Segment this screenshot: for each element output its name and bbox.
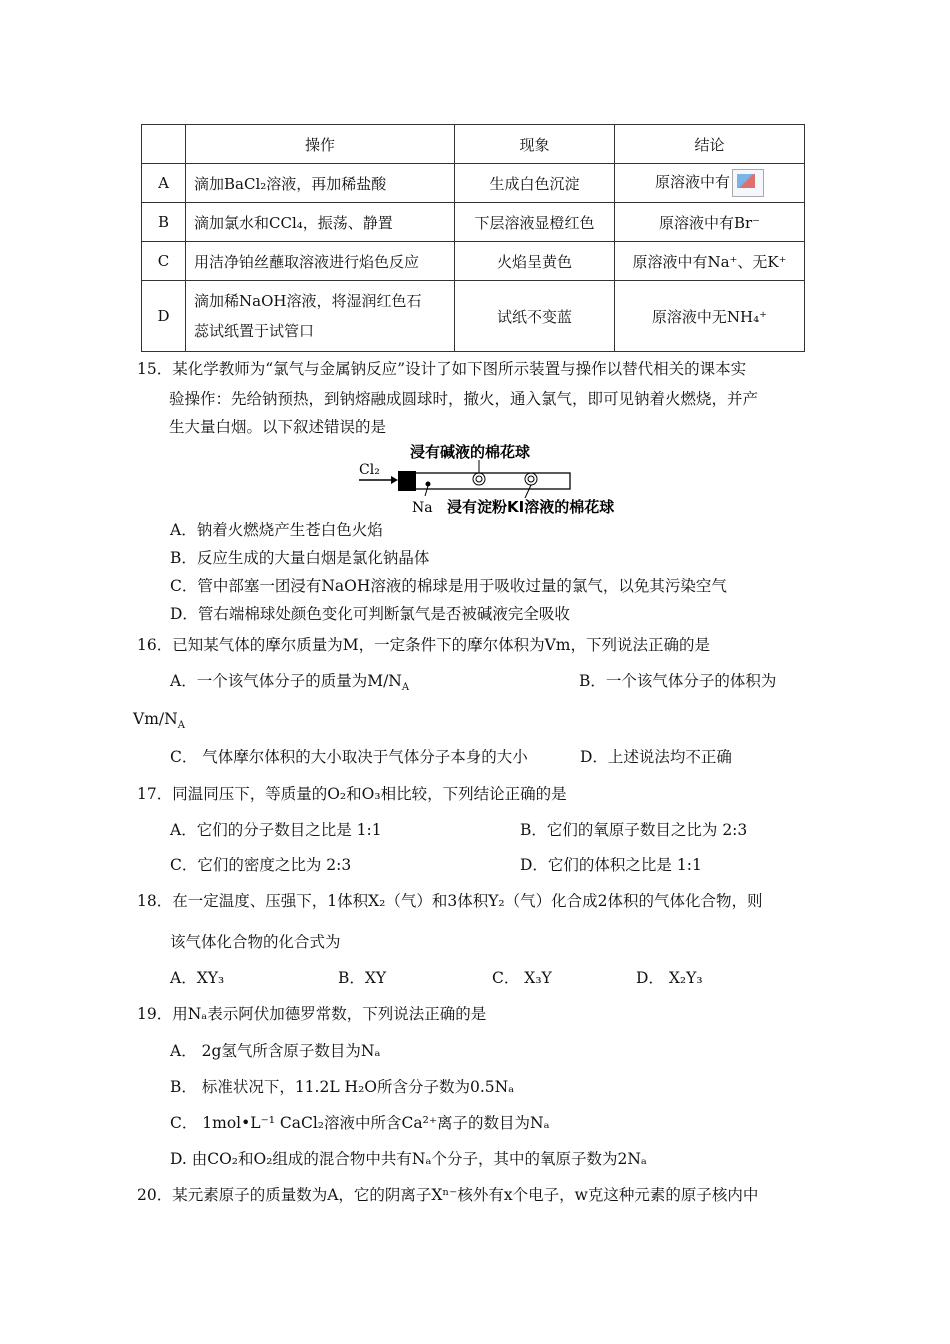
table-row bbox=[142, 164, 805, 203]
q19-option-a: A． 2g氢气所含原子数目为Nₐ bbox=[170, 1042, 381, 1060]
q16-stem: 16．已知某气体的摩尔质量为M，一定条件下的摩尔体积为Vm，下列说法正确的是 bbox=[137, 636, 710, 654]
conclusion-cell: 原溶液中有Na⁺、无K⁺ bbox=[615, 242, 805, 281]
conclusion-cell: 原溶液中有Br⁻ bbox=[615, 203, 805, 242]
q17-option-c: C．它们的密度之比为 2:3 bbox=[170, 856, 352, 874]
q19-option-b: B． 标准状况下，11.2L H₂O所含分子数为0.5Nₐ bbox=[170, 1078, 515, 1096]
table-row bbox=[142, 242, 805, 281]
q16-option-b: B．一个该气体分子的体积为 bbox=[579, 672, 777, 690]
q15-option-d: D．管右端棉球处颜色变化可判断氯气是否被碱液完全吸收 bbox=[170, 605, 570, 623]
q19-option-c: C． 1mol•L⁻¹ CaCl₂溶液中所含Ca²⁺离子的数目为Nₐ bbox=[170, 1114, 550, 1132]
operation-cell: 用洁净铂丝蘸取溶液进行焰色反应 bbox=[186, 242, 455, 281]
phenomenon-cell: 生成白色沉淀 bbox=[455, 164, 615, 203]
q17-stem: 17．同温同压下，等质量的O₂和O₃相比较，下列结论正确的是 bbox=[137, 785, 567, 803]
q17-option-d: D．它们的体积之比是 1:1 bbox=[520, 856, 702, 874]
q15-option-a: A．钠着火燃烧产生苍白色火焰 bbox=[170, 521, 383, 539]
table-header-row bbox=[142, 125, 805, 164]
conclusion-cell bbox=[615, 164, 805, 203]
q16-option-b-cont: $Vm/N_A$ bbox=[133, 710, 185, 732]
q18-stem-line: 18．在一定温度、压强下，1体积X₂（气）和3体积Y₂（气）化合成2体积的气体化合物，则 bbox=[137, 892, 763, 910]
apparatus-figure bbox=[355, 440, 645, 520]
experiment-table bbox=[141, 124, 805, 352]
q19-stem: 19．用Nₐ表示阿伏加德罗常数，下列说法正确的是 bbox=[137, 1005, 487, 1023]
figure-na-label: Na bbox=[412, 500, 433, 516]
operation-line: 滴加稀NaOH溶液，将湿润红色石 bbox=[194, 292, 422, 310]
header-cell: 操作 bbox=[186, 125, 455, 164]
q18-option-c: C． X₃Y bbox=[492, 969, 552, 987]
figure-bottom-label: 浸有淀粉KI溶液的棉花球 bbox=[447, 498, 615, 516]
q16-option-c: C． 气体摩尔体积的大小取决于气体分子本身的大小 bbox=[170, 748, 528, 766]
q16-option-d: D．上述说法均不正确 bbox=[580, 748, 732, 766]
q18-option-b: B．XY bbox=[338, 969, 387, 987]
figure-top-label: 浸有碱液的棉花球 bbox=[410, 443, 531, 461]
figure-cl2-label: Cl₂ bbox=[359, 462, 380, 478]
q20-stem-line: 20．某元素原子的质量数为A，它的阴离子Xⁿ⁻核外有x个电子，w克这种元素的原子核内中 bbox=[137, 1186, 759, 1204]
q15-stem-line: 15．某化学教师为“氯气与金属钠反应”设计了如下图所示装置与操作以替代相关的课本实 bbox=[137, 360, 747, 378]
phenomenon-cell: 试纸不变蓝 bbox=[455, 281, 615, 352]
operation-line: 蕊试纸置于试管口 bbox=[194, 322, 315, 340]
conclusion-text: 原溶液中有 bbox=[654, 173, 730, 191]
table-row bbox=[142, 281, 805, 352]
phenomenon-cell: 下层溶液显橙红色 bbox=[455, 203, 615, 242]
q18-option-a: A．XY₃ bbox=[170, 969, 225, 987]
q19-option-d: D. 由CO₂和O₂组成的混合物中共有Nₐ个分子，其中的氧原子数为2Nₐ bbox=[170, 1150, 647, 1168]
header-cell: 现象 bbox=[455, 125, 615, 164]
q15-stem-line: 生大量白烟。以下叙述错误的是 bbox=[169, 418, 387, 436]
q16-option-a: A．一个该气体分子的质量为$M/N_A$ bbox=[170, 672, 410, 694]
row-label: A bbox=[142, 164, 186, 203]
q15-option-c: C．管中部塞一团浸有NaOH溶液的棉球是用于吸收过量的氯气，以免其污染空气 bbox=[170, 577, 727, 595]
row-label: D bbox=[142, 281, 186, 352]
q15-option-b: B．反应生成的大量白烟是氯化钠晶体 bbox=[170, 549, 430, 567]
q17-option-b: B．它们的氧原子数目之比为 2:3 bbox=[520, 821, 748, 839]
q18-option-d: D． X₂Y₃ bbox=[636, 969, 703, 987]
operation-cell bbox=[186, 281, 455, 352]
header-cell bbox=[142, 125, 186, 164]
operation-cell: 滴加BaCl₂溶液，再加稀盐酸 bbox=[186, 164, 455, 203]
phenomenon-cell: 火焰呈黄色 bbox=[455, 242, 615, 281]
q18-stem-line: 该气体化合物的化合式为 bbox=[170, 933, 341, 951]
q15-stem-line: 验操作：先给钠预热，到钠熔融成圆球时，撤火，通入氯气，即可见钠着火燃烧，并产 bbox=[169, 390, 759, 408]
row-label: C bbox=[142, 242, 186, 281]
broken-image-icon bbox=[732, 169, 764, 197]
q17-option-a: A．它们的分子数目之比是 1:1 bbox=[170, 821, 382, 839]
table-row bbox=[142, 203, 805, 242]
conclusion-cell: 原溶液中无NH₄⁺ bbox=[615, 281, 805, 352]
row-label: B bbox=[142, 203, 186, 242]
header-cell: 结论 bbox=[615, 125, 805, 164]
operation-cell: 滴加氯水和CCl₄，振荡、静置 bbox=[186, 203, 455, 242]
